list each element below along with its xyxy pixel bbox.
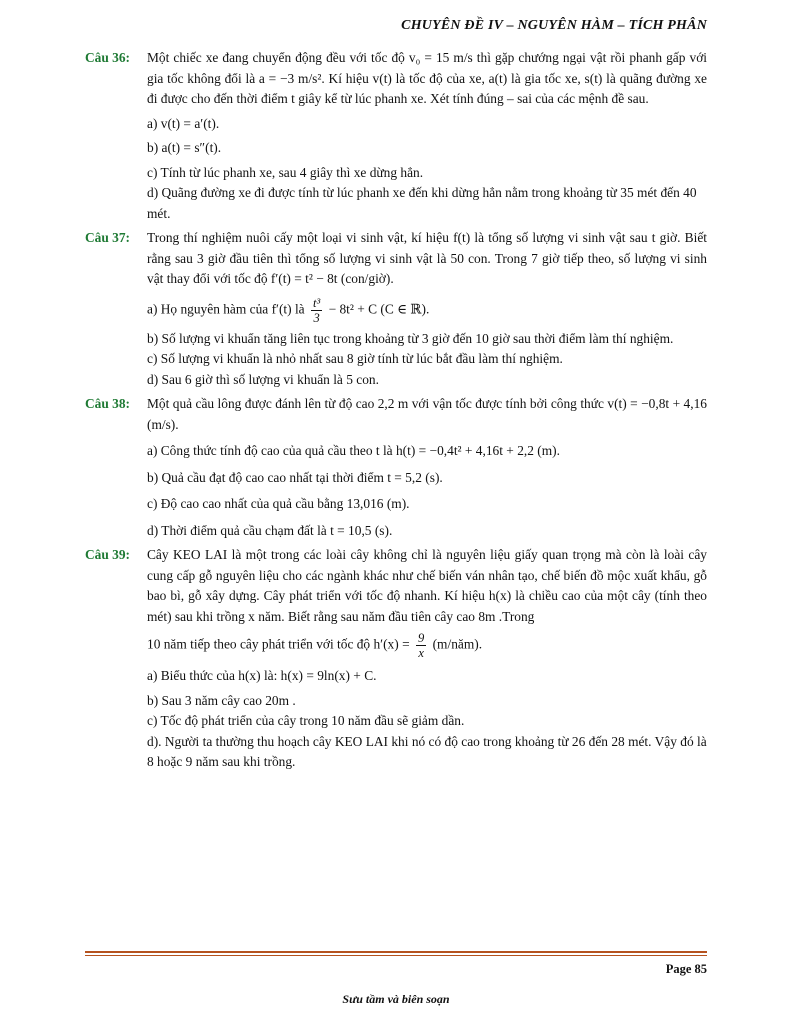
question-stem: Một quả cầu lông được đánh lên từ độ cao 2,2 m với vận tốc được tính bởi công thức v(t) = −0,8t + 4,16 (m/s). xyxy=(147,396,707,432)
option-b: b) Quả cầu đạt độ cao cao nhất tại thời điểm t = 5,2 (s). xyxy=(147,469,443,485)
question-stem: Trong thí nghiệm nuôi cấy một loại vi sinh vật, kí hiệu f(t) là tổng số lượng vi sinh vật sau t giờ. Biết rằng sau 3 giờ đầu tiên thì tổng số lượng vi sinh vật là 50 con. Trong 7 giờ tiếp theo, số lượng vi sinh vật thay đổi với tốc độ f′(t) = t² − 8t (con/giờ). xyxy=(147,230,707,286)
question-38 xyxy=(85,394,707,541)
fraction xyxy=(311,296,322,325)
option-d: d) Sau 6 giờ thì số lượng vi khuẩn là 5 con. xyxy=(147,371,379,387)
option-a: a) Công thức tính độ cao của quả cầu theo t là h(t) = −0,4t² + 4,16t + 2,2 (m). xyxy=(147,443,560,458)
page-header-title: CHUYÊN ĐỀ IV – NGUYÊN HÀM – TÍCH PHÂN xyxy=(401,18,707,33)
question-39 xyxy=(85,545,707,773)
option-b: b) a(t) = s″(t). xyxy=(147,140,222,155)
stem-frac-suffix: (m/năm). xyxy=(432,636,483,652)
question-label: Câu 36: xyxy=(85,50,131,65)
option-b: b) Sau 3 năm cây cao 20m . xyxy=(147,692,296,708)
stem-frac-prefix: 10 năm tiếp theo cây phát triển với tốc độ h′(x) = xyxy=(147,636,410,652)
option-a xyxy=(147,296,707,325)
question-36 xyxy=(85,48,707,224)
question-label: Câu 38: xyxy=(85,396,131,411)
option-d: d) Quãng đường xe đi được tính từ lúc phanh xe đến khi dừng hẳn nằm trong khoảng từ 35 mét đến 40 mét. xyxy=(147,185,697,221)
footer-divider xyxy=(85,951,707,953)
option-a: a) Biểu thức của h(x) là: h(x) = 9ln(x) + C. xyxy=(147,668,377,683)
fraction-numerator: t³ xyxy=(312,295,321,310)
fraction-denominator: x xyxy=(418,646,424,660)
fraction-numerator: 9 xyxy=(417,631,425,645)
question-stem: Cây KEO LAI là một trong các loài cây không chỉ là nguyên liệu giấy quan trọng mà còn là loài cây cung cấp gỗ nguyên liệu cho các ngành khác như chế biến ván nhân tạo, chế biến đồ mộc xuất khẩu, gỗ bao bì, gỗ xây dựng. Cây phát triển với tốc độ nhanh. Kí hiệu h(x) là chiều cao của một cây (tính theo mét) sau khi trồng x năm. Biết rằng sau năm đầu tiên cây cao 8m .Trong xyxy=(147,547,707,624)
question-37 xyxy=(85,228,707,390)
option-a: a) v(t) = a′(t). xyxy=(147,115,220,131)
question-stem-continued xyxy=(147,631,707,660)
option-d: d) Thời điểm quả cầu chạm đất là t = 10,5 (s). xyxy=(147,522,393,538)
question-label: Câu 39: xyxy=(85,547,131,562)
fraction-denominator: 3 xyxy=(313,310,320,325)
fraction xyxy=(416,631,426,660)
option-d: d). Người ta thường thu hoạch cây KEO LAI khi nó có độ cao trong khoảng từ 26 đến 28 mét. Vậy đó là 8 hoặc 9 năm sau khi trồng. xyxy=(147,733,707,769)
footer-divider-thin xyxy=(85,955,707,956)
option-c: c) Tốc độ phát triển của cây trong 10 năm đầu sẽ giảm dần. xyxy=(147,713,465,728)
page-number: Page 85 xyxy=(665,962,707,976)
question-label: Câu 37: xyxy=(85,230,131,245)
question-stem: Một chiếc xe đang chuyển động đều với tốc độ v₀ = 15 m/s thì gặp chướng ngại vật rồi phanh gấp với gia tốc không đổi là a = −3 m/s². Kí hiệu v(t) là tốc độ của xe, a(t) là gia tốc xe, s(t) là quãng đường xe đi được cho đến thời điểm t giây kể từ lúc phanh xe. Xét tính đúng – sai của các mệnh đề sau. xyxy=(147,50,707,106)
option-a-prefix: a) Họ nguyên hàm của f′(t) là xyxy=(147,301,305,317)
option-c: c) Độ cao cao nhất của quả cầu bằng 13,016 (m). xyxy=(147,496,410,511)
questions-content xyxy=(85,48,707,773)
footer-note: Sưu tầm và biên soạn xyxy=(342,992,450,1006)
option-a-suffix: − 8t² + C (C ∈ ℝ). xyxy=(328,301,430,317)
option-c: c) Số lượng vi khuẩn là nhỏ nhất sau 8 giờ tính từ lúc bắt đầu làm thí nghiệm. xyxy=(147,351,563,366)
option-c: c) Tính từ lúc phanh xe, sau 4 giây thì xe dừng hẳn. xyxy=(147,164,424,180)
option-b: b) Số lượng vi khuẩn tăng liên tục trong khoảng từ 3 giờ đến 10 giờ sau thời điểm làm thí nghiệm. xyxy=(147,330,674,346)
